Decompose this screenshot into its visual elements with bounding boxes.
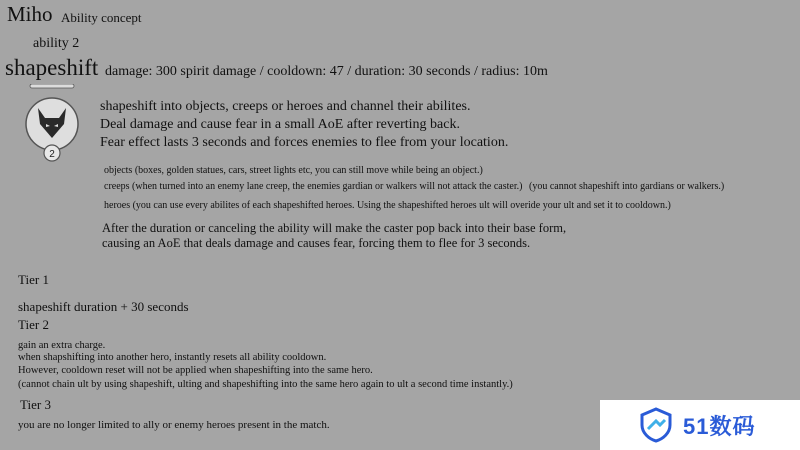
watermark [600, 400, 800, 450]
fox-head-icon [22, 84, 82, 164]
description-line: Fear effect lasts 3 seconds and forces enemies to flee from your location. [100, 135, 509, 150]
after-effect-line: After the duration or canceling the ability will make the caster pop back into their base form, [102, 221, 567, 235]
ability-icon [22, 84, 82, 164]
detail-objects: objects (boxes, golden statues, cars, street lights etc, you can still move while being an object.) [104, 165, 483, 176]
ability-badge: 2 [49, 149, 55, 160]
description-line: shapeshift into objects, creeps or heroes and channel their abilites. [100, 99, 471, 114]
detail-creeps: creeps (when turned into an enemy lane creep, the enemies gardian or walkers will not attack the caster.) [104, 181, 523, 192]
tier3-text: you are no longer limited to ally or enemy heroes present in the match. [18, 419, 330, 431]
tier2-title: Tier 2 [18, 317, 49, 332]
ability-stats: damage: 300 spirit damage / cooldown: 47 / duration: 30 seconds / radius: 10m [105, 64, 548, 79]
page-title: Miho [7, 2, 53, 26]
detail-heroes: heroes (you can use every abilites of each shapeshifted heroes. Using the shapeshifted heroes ult will overide your ult and set it to cooldown.) [104, 200, 671, 211]
tier2-line: However, cooldown reset will not be applied when shapeshifting into the same hero. [18, 365, 373, 376]
tier2-line: gain an extra charge. [18, 340, 106, 351]
tier1-text: shapeshift duration + 30 seconds [18, 299, 189, 314]
tier1-title: Tier 1 [18, 272, 49, 287]
tier3-title: Tier 3 [20, 397, 51, 412]
detail-creeps-note: (you cannot shapeshift into gardians or walkers.) [529, 181, 725, 192]
after-effect-line: causing an AoE that deals damage and causes fear, forcing them to flee for 3 seconds. [102, 236, 531, 250]
ability-label: ability 2 [33, 36, 80, 51]
watermark-text: 51数码 [683, 414, 756, 439]
tier2-line: when shapshifting into another hero, instantly resets all ability cooldown. [18, 352, 327, 363]
ability-name: shapeshift [5, 55, 99, 80]
shield-logo-icon [638, 407, 674, 443]
description-line: Deal damage and cause fear in a small AoE after reverting back. [100, 117, 460, 132]
tier2-line: (cannot chain ult by using shapeshift, ulting and shapeshifting into the same hero again to ult a second time instantly.) [18, 379, 513, 390]
page-subtitle: Ability concept [61, 10, 142, 25]
